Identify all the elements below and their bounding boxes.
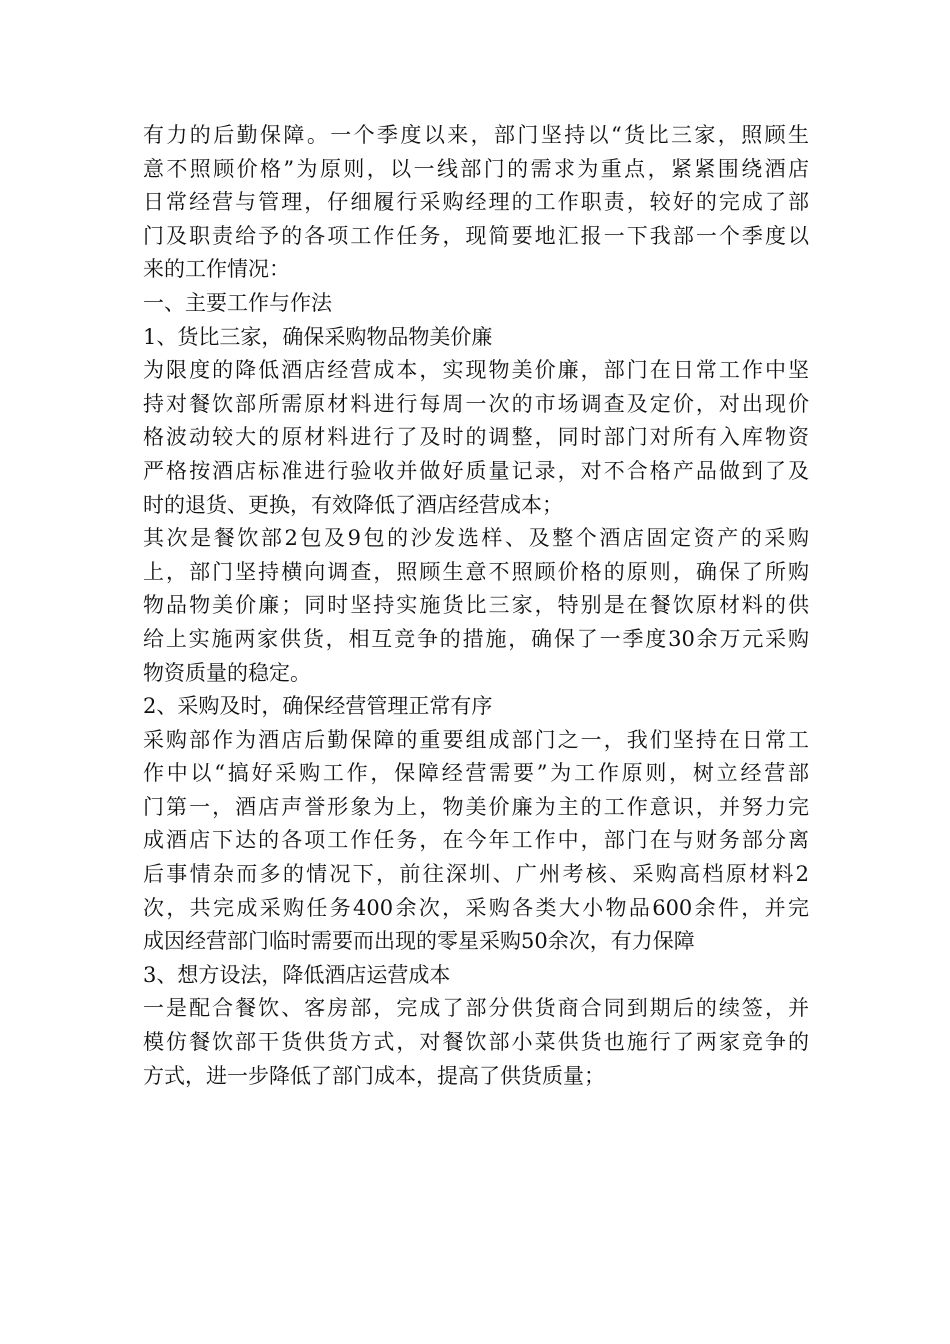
text-line: 为限度的降低酒店经营成本，实现物美价廉，部门在日常工作中坚	[143, 358, 809, 383]
text-line: 成因经营部门临时需要而出现的零星采购50余次，有力保障	[143, 929, 695, 954]
text-line: 有力的后勤保障。一个季度以来，部门坚持以“货比三家，照顾生	[143, 123, 809, 147]
text-line: 次，共完成采购任务400余次，采购各类大小物品600余件，并完	[143, 895, 809, 920]
text-line: 2、采购及时，确保经营管理正常有序	[143, 694, 493, 719]
text-line: 物资质量的稳定。	[143, 660, 311, 685]
text-line: 格波动较大的原材料进行了及时的调整，同时部门对所有入库物资	[143, 425, 809, 450]
text-line: 后事情杂而多的情况下，前往深圳、广州考核、采购高档原材料2	[143, 862, 809, 887]
document-body	[143, 119, 809, 1093]
text-line: 采购部作为酒店后勤保障的重要组成部门之一，我们坚持在日常工	[143, 727, 809, 752]
text-line: 方式，进一步降低了部门成本，提高了供货质量；	[143, 1063, 605, 1088]
text-line: 严格按酒店标准进行验收并做好质量记录，对不合格产品做到了及	[143, 458, 809, 483]
text-line: 模仿餐饮部干货供货方式，对餐饮部小菜供货也施行了两家竞争的	[143, 1030, 809, 1055]
text-line: 门第一，酒店声誉形象为上，物美价廉为主的工作意识，并努力完	[143, 794, 809, 819]
text-line: 一、主要工作与作法	[143, 290, 332, 315]
text-line: 作中以“搞好采购工作，保障经营需要”为工作原则，树立经营部	[143, 761, 809, 786]
text-line: 日常经营与管理，仔细履行采购经理的工作职责，较好的完成了部	[143, 190, 809, 215]
text-line: 物品物美价廉；同时坚持实施货比三家，特别是在餐饮原材料的供	[143, 593, 809, 618]
text-line: 意不照顾价格”为原则，以一线部门的需求为重点，紧紧围绕酒店	[143, 156, 809, 181]
text-line: 成酒店下达的各项工作任务，在今年工作中，部门在与财务部分离	[143, 828, 809, 853]
text-line: 时的退货、更换，有效降低了酒店经营成本；	[143, 492, 563, 517]
text-line: 一是配合餐饮、客房部，完成了部分供货商合同到期后的续签，并	[143, 996, 809, 1021]
text-line: 来的工作情况：	[143, 257, 290, 282]
text-line: 3、想方设法，降低酒店运营成本	[143, 962, 451, 987]
text-line: 持对餐饮部所需原材料进行每周一次的市场调查及定价，对出现价	[143, 391, 809, 416]
text-line: 其次是餐饮部2包及9包的沙发选样、及整个酒店固定资产的采购	[143, 526, 809, 551]
text-line: 门及职责给予的各项工作任务，现简要地汇报一下我部一个季度以	[143, 223, 809, 248]
text-line: 给上实施两家供货，相互竞争的措施，确保了一季度30余万元采购	[143, 626, 809, 651]
text-line: 上，部门坚持横向调查，照顾生意不照顾价格的原则，确保了所购	[143, 559, 809, 584]
text-line: 1、货比三家，确保采购物品物美价廉	[143, 324, 493, 349]
